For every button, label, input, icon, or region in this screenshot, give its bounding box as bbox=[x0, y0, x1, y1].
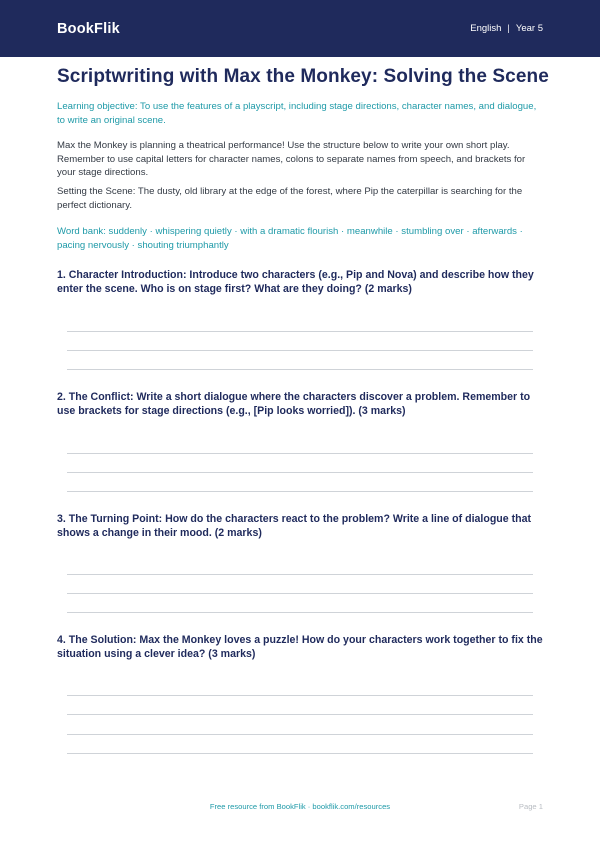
answer-line[interactable] bbox=[67, 593, 533, 594]
answer-line[interactable] bbox=[67, 350, 533, 351]
brand-logo: BookFlik bbox=[57, 20, 120, 37]
answer-line[interactable] bbox=[67, 753, 533, 754]
answer-line[interactable] bbox=[67, 453, 533, 454]
answer-line[interactable] bbox=[67, 714, 533, 715]
page-title: Scriptwriting with Max the Monkey: Solving the Scene bbox=[57, 66, 549, 87]
page-number: Page 1 bbox=[518, 802, 543, 811]
subject-year bbox=[470, 23, 543, 34]
answer-line[interactable] bbox=[67, 331, 533, 332]
meta-separator: | bbox=[507, 23, 510, 34]
top-banner bbox=[0, 0, 600, 57]
learning-objective: Learning objective: To use the features of a playscript, including stage directions, character names, and dialogue, to write an original scene. bbox=[57, 101, 537, 126]
question-4: 4. The Solution: Max the Monkey loves a puzzle! How do your characters work together to fix the situation using a clever idea? (3 marks) bbox=[57, 634, 543, 660]
question-1: 1. Character Introduction: Introduce two characters (e.g., Pip and Nova) and describe how they enter the scene. Who is on stage first? What are they doing? (2 marks) bbox=[57, 269, 534, 295]
intro-text: Max the Monkey is planning a theatrical performance! Use the structure below to write your own short play. Remember to use capital letters for character names, colons to separate names from speech, and brackets for your stage directions. bbox=[57, 140, 526, 178]
answer-line[interactable] bbox=[67, 612, 533, 613]
answer-line[interactable] bbox=[67, 695, 533, 696]
question-2: 2. The Conflict: Write a short dialogue where the characters discover a problem. Remember to use brackets for stage directions (e.g., [Pip looks worried]). (3 marks) bbox=[57, 391, 531, 417]
year-label: Year 5 bbox=[515, 23, 543, 34]
answer-line[interactable] bbox=[67, 574, 533, 575]
word-bank: Word bank: suddenly · whispering quietly · with a dramatic flourish · meanwhile · stumbling over · afterwards · pacing nervously · shouting triumphantly bbox=[57, 226, 523, 251]
setting-text: Setting the Scene: The dusty, old library at the edge of the forest, where Pip the caterpillar is searching for the perfect dictionary. bbox=[57, 186, 523, 211]
answer-line[interactable] bbox=[67, 369, 533, 370]
question-3: 3. The Turning Point: How do the characters react to the problem? Write a line of dialogue that shows a change in their mood. (2 marks) bbox=[57, 513, 532, 539]
answer-line[interactable] bbox=[67, 472, 533, 473]
answer-line[interactable] bbox=[67, 491, 533, 492]
footer-source-link[interactable]: Free resource from BookFlik · bookflik.com/resources bbox=[209, 802, 391, 811]
answer-line[interactable] bbox=[67, 734, 533, 735]
subject-label: English bbox=[470, 23, 502, 34]
page-footer bbox=[0, 802, 600, 816]
